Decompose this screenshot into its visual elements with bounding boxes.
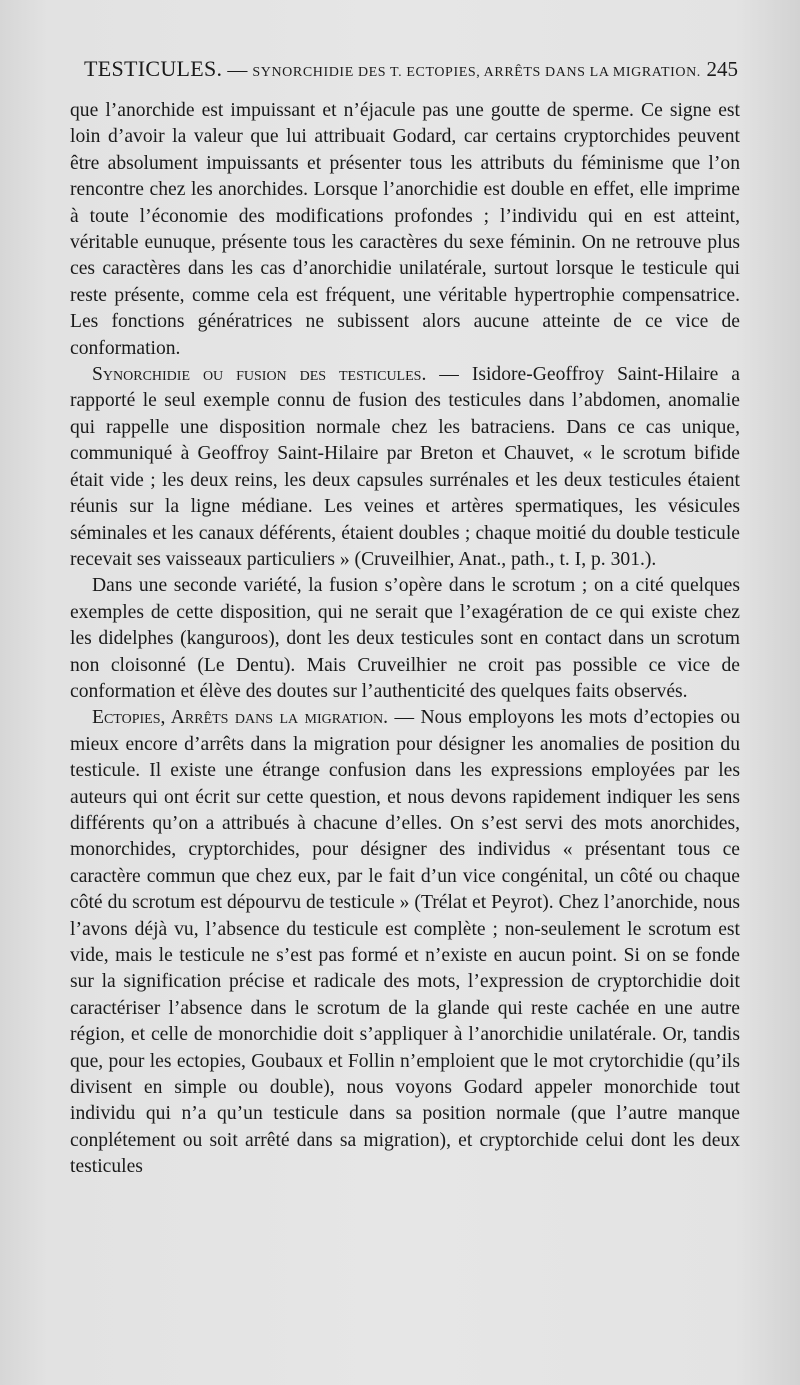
header-dash: — [222,59,253,81]
paragraph-3 [70,573,740,705]
section-heading-synorchidie: Synorchidie ou fusion des testicules. [92,364,427,386]
running-header [84,56,738,92]
paragraph-1-text: que l’anorchide est impuissant et n’éjacule pas une goutte de sperme. Ce signe est loin d’avoir la valeur que lui attribuait Godard, car certains cryptorchides peuvent être absolument impuissants et présenter tous les attributs du féminisme que l’on rencontre chez les anorchides. Lorsque l’anorchidie est double en effet, elle imprime à toute l’économie des modifications profondes ; l’individu qui en est atteint, véritable eunuque, présente tous les caractères du sexe féminin. On ne retrouve plus ces caractères dans les cas d’anorchidie unilatérale, surtout lorsque le testicule qui reste présente, comme cela est fréquent, une véritable hypertrophie compensatrice. Les fonctions génératrices ne subissent alors aucune atteinte de ce vice de conformation. [70,100,740,359]
section-heading-ectopies: Ectopies, Arrêts dans la migration. [92,707,389,729]
paragraph-3-text: Dans une seconde variété, la fusion s’opère dans le scrotum ; on a cité quelques exemples de cette disposition, qui ne serait que l’exagération de ce qui existe chez les didelphes (kanguroos), dont les deux testicules sont en contact dans un scrotum non cloisonné (Le Dentu). Mais Cruveilhier ne croit pas possible ce vice de conformation et élève des doutes sur l’authenticité des quelques faits observés. [70,575,740,702]
paragraph-1 [70,98,740,362]
paragraph-4 [70,705,740,1180]
page-number: 245 [706,57,738,81]
paragraph-2 [70,362,740,573]
paragraph-4-text: — Nous employons les mots d’ectopies ou mieux encore d’arrêts dans la migration pour désigner les anomalies de position du testicule. Il existe une étrange confusion dans les expressions employées par les auteurs qui ont écrit sur cette question, et nous devons rapidement indiquer les sens différents qu’on a attribués à chacune d’elles. On s’est servi des mots anorchides, monorchides, cryptorchides, pour désigner des individus « présentant tous ce caractère commun que chez eux, par le fait d’un vice congénital, un côté ou chaque côté du scrotum est dépourvu de testicule » (Trélat et Peyrot). Chez l’anorchide, nous l’avons déjà vu, l’absence du testicule est complète ; non-seulement le scrotum est vide, mais le testicule ne s’est pas formé et n’existe en aucun point. Si on se fonde sur la signification précise et radicale des mots, l’expression de cryptorchidie doit caractériser l’absence dans le scrotum de la glande qui reste cachée en une autre région, et celle de monorchidie doit s’appliquer à l’anorchidie unilatérale. Or, tandis que, pour les ectopies, Goubaux et Follin n’emploient que le mot crytorchidie (qu’ils divisent en simple ou double), nous voyons Godard appeler monorchide tout individu qui n’a qu’un testicule dans sa position normale (que l’autre manque conplétement ou soit arrêté dans sa migration), et cryptorchide celui dont les deux testicules [70,707,741,1178]
paragraph-2-text: — Isidore-Geoffroy Saint-Hilaire a rapporté le seul exemple connu de fusion des testicules dans l’abdomen, anomalie qui rappelle une disposition normale chez les batraciens. Dans ce cas unique, communiqué à Geoffroy Saint-Hilaire par Breton et Chauvet, « le scrotum bifide était vide ; les deux reins, les deux capsules surrénales et les deux testicules étaient réunis sur la ligne médiane. Les veines et artères spermatiques, les vésicules séminales et les canaux déférents, étaient doubles ; chaque moitié du double testicule recevait ses vaisseaux particuliers » (Cruveilhier, Anat., path., t. I, p. 301.). [70,364,740,570]
header-title: TESTICULES. [84,56,223,81]
header-left [84,56,701,82]
header-subtitle: SYNORCHIDIE DES T. ECTOPIES, ARRÊTS DANS LA MIGRATION. [252,65,701,80]
body-text [70,98,740,1181]
